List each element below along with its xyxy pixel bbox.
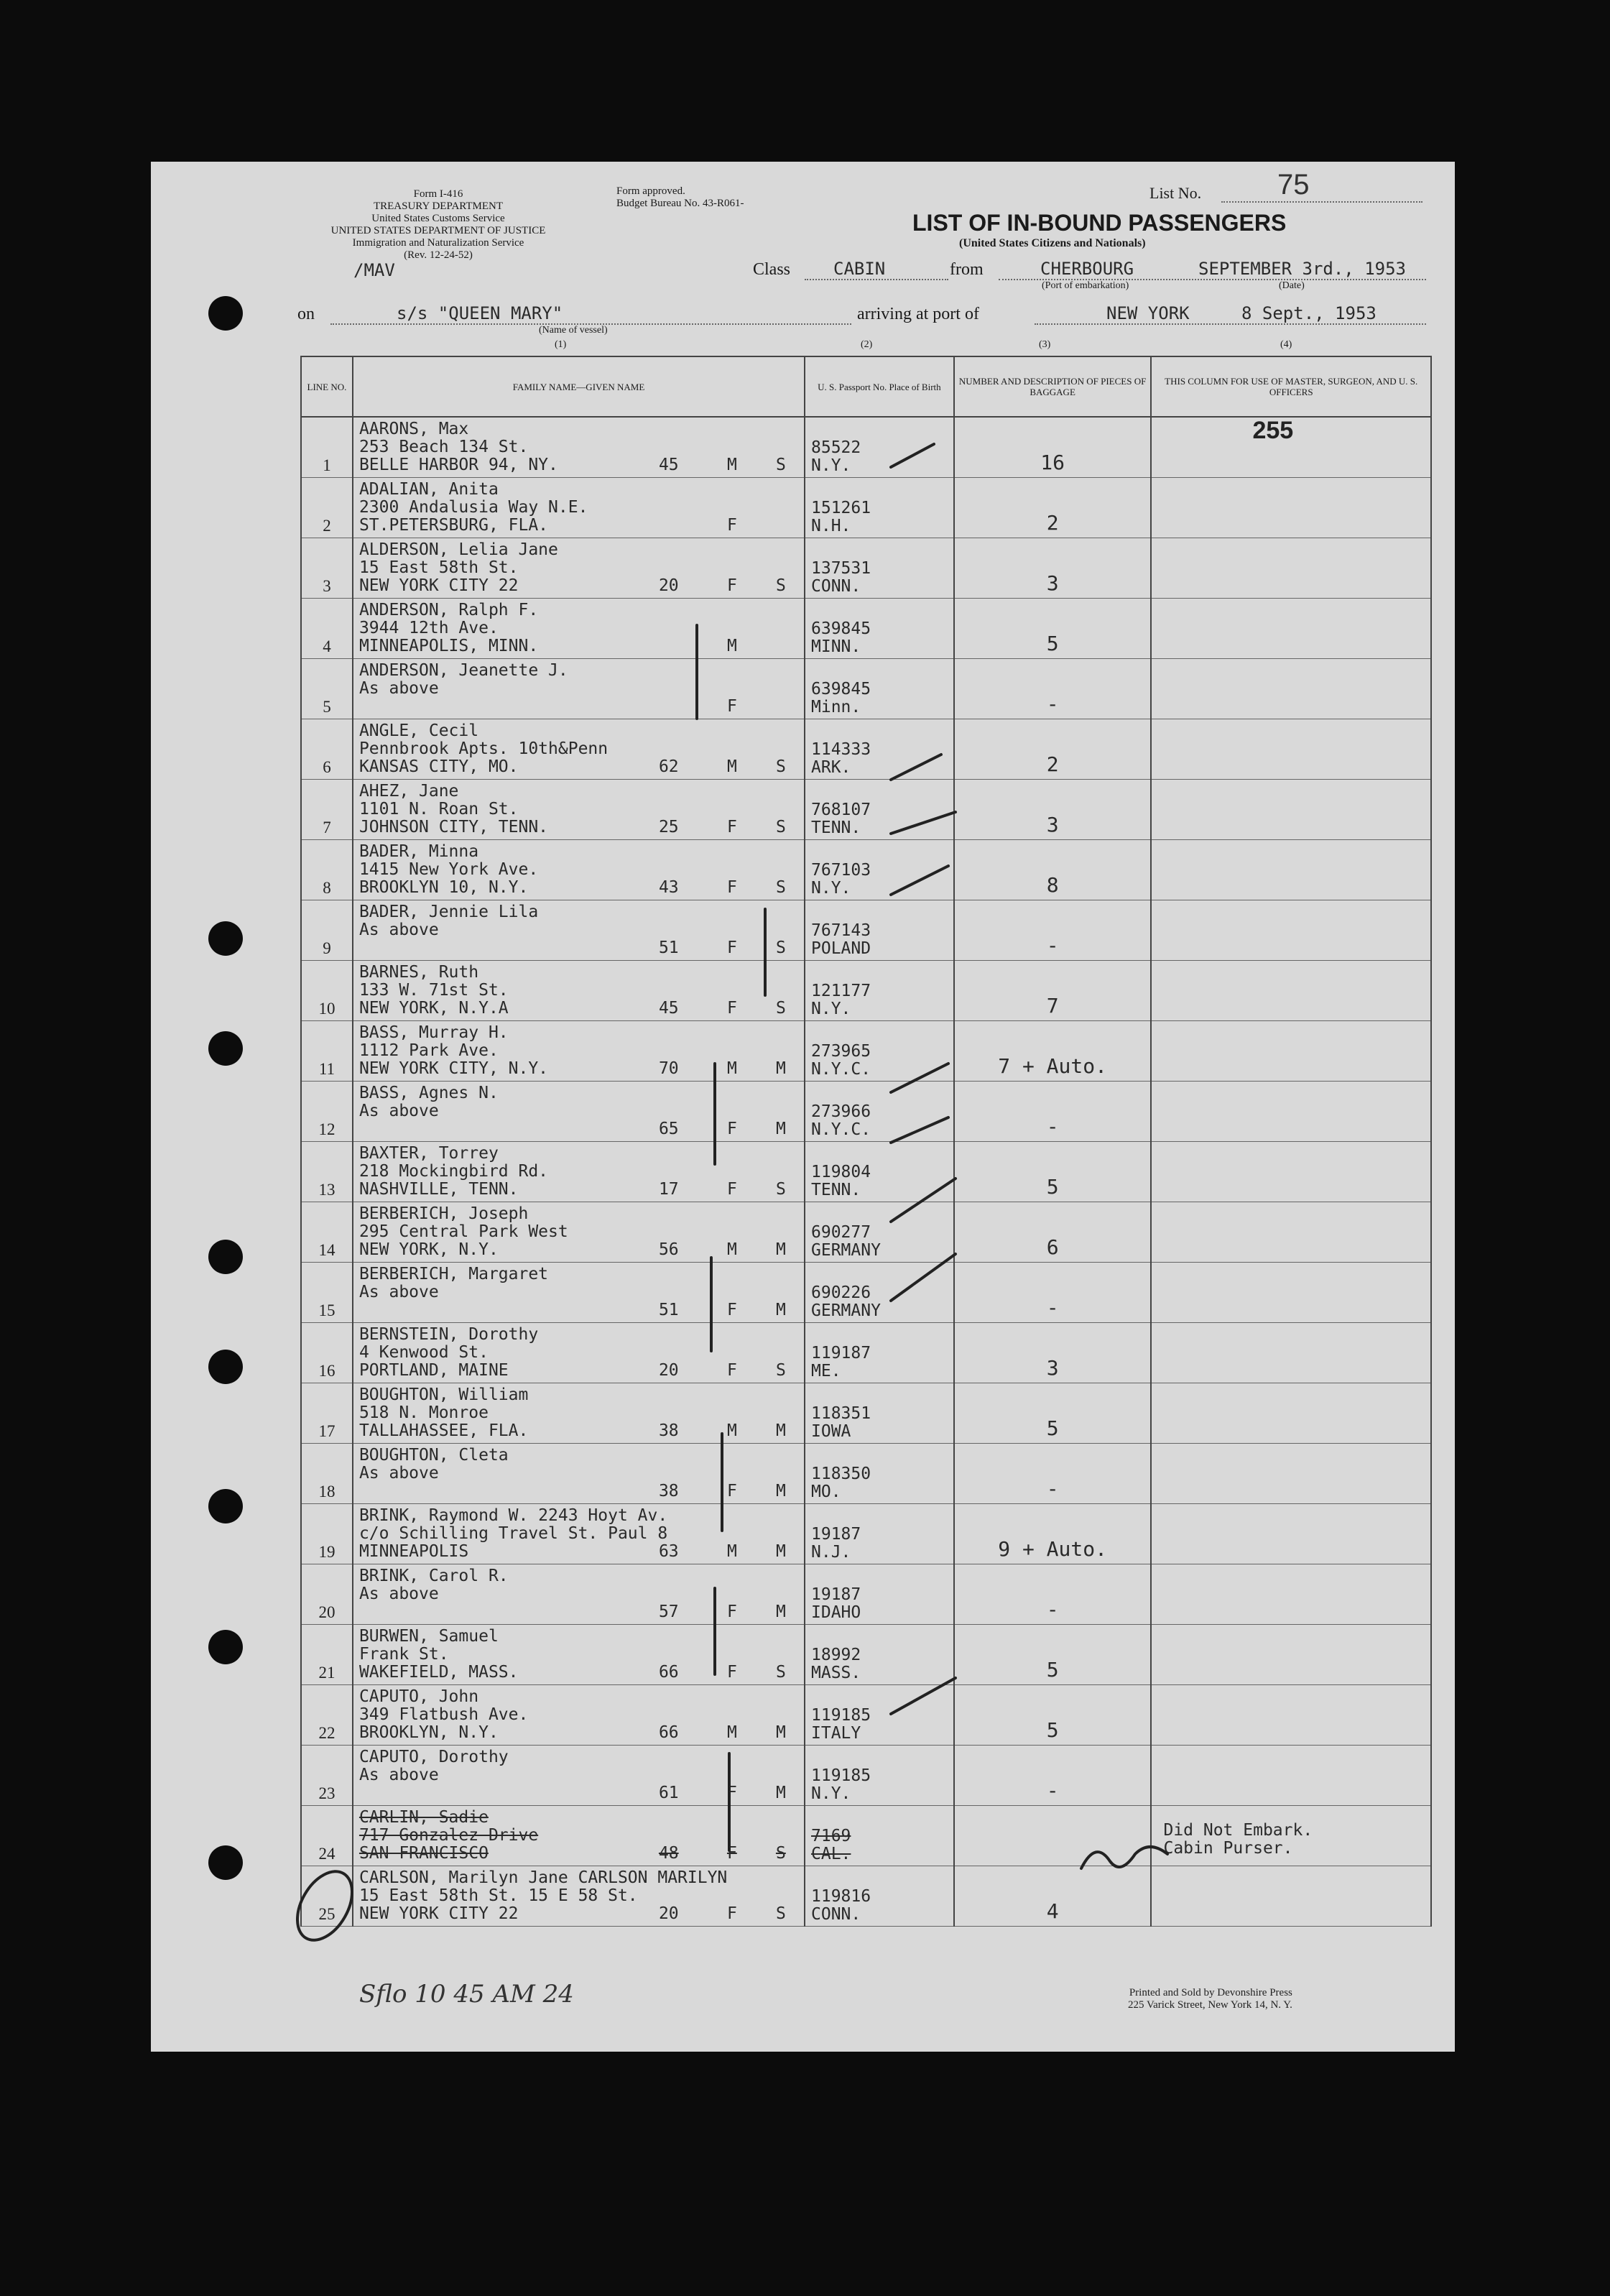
passenger-age: 61	[658, 1784, 679, 1802]
place-of-birth: ITALY	[811, 1724, 861, 1743]
baggage-count: 5	[1046, 1718, 1059, 1742]
place-of-birth: N.Y.	[811, 456, 851, 475]
place-of-birth: CONN.	[811, 1905, 861, 1924]
cabin-purser-note: Cabin Purser.	[1163, 1839, 1293, 1858]
passport-number: 114333	[811, 740, 871, 759]
place-of-birth: N.Y.	[811, 879, 851, 898]
passenger-address: As above	[358, 1283, 439, 1301]
passport-number: 767143	[811, 921, 871, 940]
check-mark	[891, 755, 941, 780]
passenger-marital-status: M	[775, 1542, 786, 1561]
place-of-birth: N.Y.	[811, 1000, 851, 1018]
line-number: 22	[318, 1724, 336, 1742]
passenger-age: 38	[658, 1421, 679, 1440]
passenger-marital-status: M	[775, 1723, 786, 1742]
passport-number: 119816	[811, 1887, 871, 1906]
baggage-count: 3	[1046, 571, 1059, 595]
place-of-birth: TENN.	[811, 1181, 861, 1199]
line-number: 19	[318, 1543, 336, 1561]
line-number: 3	[323, 577, 331, 595]
line-number: 8	[323, 879, 331, 897]
circle-mark	[286, 1862, 363, 1950]
passenger-address: 15 East 58th St. 15 E 58 St.	[358, 1886, 638, 1905]
passenger-name: ALDERSON, Lelia Jane	[358, 540, 558, 559]
passenger-sex: M	[726, 1723, 737, 1742]
baggage-count: 8	[1046, 873, 1059, 897]
col-num-1: (1)	[555, 339, 567, 350]
passenger-sex: M	[726, 1240, 737, 1259]
revision: (Rev. 12-24-52)	[404, 249, 473, 261]
line-number: 11	[318, 1060, 336, 1078]
header-passport: U. S. Passport No. Place of Birth	[805, 356, 954, 417]
from-label: from	[950, 260, 984, 279]
place-of-birth: N.Y.C.	[811, 1120, 871, 1139]
passenger-name: BRINK, Carol R.	[358, 1567, 509, 1585]
place-of-birth: N.Y.C.	[811, 1060, 871, 1079]
passenger-address: Frank St.	[358, 1645, 449, 1664]
passenger-address: 1101 N. Roan St.	[358, 800, 519, 819]
passenger-city: BROOKLYN 10, N.Y.	[358, 878, 529, 897]
passenger-age: 70	[658, 1059, 679, 1078]
passenger-sex: F	[726, 1361, 737, 1380]
passenger-marital-status: M	[775, 1784, 786, 1802]
place-of-birth: GERMANY	[811, 1301, 881, 1320]
passenger-name: BADER, Minna	[358, 842, 479, 861]
passenger-marital-status: M	[775, 1120, 786, 1138]
passenger-address: As above	[358, 1102, 439, 1120]
place-of-birth: Minn.	[811, 698, 861, 716]
baggage-count: 7 + Auto.	[998, 1054, 1107, 1078]
passenger-name: BERBERICH, Margaret	[358, 1265, 549, 1283]
passenger-city: PORTLAND, MAINE	[358, 1361, 509, 1380]
passport-number: 119804	[811, 1163, 871, 1181]
passenger-marital-status: S	[775, 878, 786, 897]
check-mark	[891, 866, 948, 895]
passenger-address: 295 Central Park West	[358, 1222, 568, 1241]
passenger-marital-status: S	[775, 576, 786, 595]
baggage-count: -	[1046, 1296, 1059, 1319]
line-number: 17	[318, 1422, 336, 1440]
vessel-value: s/s "QUEEN MARY"	[397, 303, 563, 323]
baggage-count: -	[1046, 1597, 1059, 1621]
passenger-sex: M	[726, 1542, 737, 1561]
baggage-count: 5	[1046, 1416, 1059, 1440]
baggage-count: 5	[1046, 632, 1059, 655]
passport-number: 118350	[811, 1465, 871, 1483]
passport-number: 85522	[811, 438, 861, 457]
baggage-count: -	[1046, 692, 1059, 716]
class-value: CABIN	[833, 259, 886, 279]
passenger-sex: M	[726, 456, 737, 474]
baggage-count: -	[1046, 1779, 1059, 1802]
line-number: 5	[323, 698, 331, 716]
passenger-age: 51	[658, 1301, 679, 1319]
col-num-3: (3)	[1039, 339, 1051, 350]
form-number: Form I-416	[413, 188, 463, 200]
passport-number: 690226	[811, 1283, 871, 1302]
passenger-address: As above	[358, 679, 439, 698]
header-line-no: LINE NO.	[301, 356, 353, 417]
place-of-birth: N.J.	[811, 1543, 851, 1562]
passenger-address: 253 Beach 134 St.	[358, 438, 529, 456]
passport-number: 273965	[811, 1042, 871, 1061]
passenger-sex: F	[726, 818, 737, 836]
passenger-address: 4 Kenwood St.	[358, 1343, 489, 1362]
passenger-age: 38	[658, 1482, 679, 1500]
line-number: 6	[323, 758, 331, 776]
line-number: 23	[318, 1784, 336, 1802]
passenger-marital-status: S	[775, 999, 786, 1018]
passenger-sex: M	[726, 757, 737, 776]
place-of-birth: ME.	[811, 1362, 841, 1380]
purser-initials-mark	[1081, 1847, 1167, 1868]
place-of-birth: CONN.	[811, 577, 861, 596]
place-of-birth: N.H.	[811, 517, 851, 535]
passenger-city: NEW YORK, N.Y.A	[358, 999, 509, 1018]
passenger-marital-status: M	[775, 1421, 786, 1440]
line-number: 9	[323, 939, 331, 957]
baggage-count: -	[1046, 933, 1059, 957]
arriving-label: arriving at port of	[857, 305, 979, 323]
passenger-city: BELLE HARBOR 94, NY.	[358, 456, 558, 474]
passenger-city: SAN FRANCISCO	[358, 1844, 489, 1863]
passenger-name: AARONS, Max	[358, 420, 469, 438]
passenger-city: BROOKLYN, N.Y.	[358, 1723, 499, 1742]
passenger-name: BERNSTEIN, Dorothy	[358, 1325, 539, 1344]
passenger-sex: F	[726, 1603, 737, 1621]
passenger-age: 56	[658, 1240, 679, 1259]
treasury-dept: TREASURY DEPARTMENT	[373, 200, 504, 212]
passenger-address: As above	[358, 921, 439, 939]
passenger-age: 20	[658, 1904, 679, 1923]
place-of-birth: MINN.	[811, 637, 861, 656]
baggage-count: 5	[1046, 1658, 1059, 1682]
date-caption: (Date)	[1279, 280, 1305, 291]
passenger-name: BARNES, Ruth	[358, 963, 479, 982]
passenger-name: BERBERICH, Joseph	[358, 1204, 529, 1223]
place-of-birth: IDAHO	[811, 1603, 861, 1622]
passenger-age: 66	[658, 1723, 679, 1742]
passenger-sex: F	[726, 1663, 737, 1682]
check-mark	[891, 1254, 956, 1301]
passenger-sex: F	[726, 999, 737, 1018]
on-label: on	[297, 305, 315, 323]
passport-number: 639845	[811, 619, 871, 638]
line-number: 20	[318, 1603, 336, 1621]
baggage-count: 3	[1046, 1356, 1059, 1380]
printer-credit	[1128, 1987, 1292, 2011]
justice-dept: UNITED STATES DEPARTMENT OF JUSTICE	[330, 225, 546, 236]
passenger-name: CAPUTO, Dorothy	[358, 1748, 509, 1766]
passenger-name: ANDERSON, Jeanette J.	[358, 661, 568, 680]
list-no-label: List No.	[1149, 184, 1202, 202]
passport-number: 18992	[811, 1646, 861, 1664]
passenger-marital-status: S	[775, 1180, 786, 1199]
passenger-name: CARLSON, Marilyn Jane CARLSON MARILYN	[358, 1868, 728, 1887]
passenger-age: 25	[658, 818, 679, 836]
passenger-city: NEW YORK CITY 22	[358, 576, 519, 595]
place-of-birth: GERMANY	[811, 1241, 881, 1260]
passenger-name: BAXTER, Torrey	[358, 1144, 499, 1163]
passenger-city: WAKEFIELD, MASS.	[358, 1663, 519, 1682]
passenger-name: CAPUTO, John	[358, 1687, 479, 1706]
line-number: 25	[318, 1905, 336, 1923]
printer-line-1: Printed and Sold by Devonshire Press	[1129, 1987, 1292, 1998]
check-mark	[891, 812, 956, 834]
vessel-caption: (Name of vessel)	[539, 325, 608, 336]
check-mark	[891, 1179, 956, 1222]
passenger-marital-status: M	[775, 1059, 786, 1078]
line-number: 13	[318, 1181, 336, 1199]
passenger-sex: F	[726, 1904, 737, 1923]
passenger-name: BADER, Jennie Lila	[358, 903, 539, 921]
form-approved: Form approved.	[616, 185, 685, 197]
baggage-count: 6	[1046, 1235, 1059, 1259]
passenger-age: 65	[658, 1120, 679, 1138]
line-number: 18	[318, 1483, 336, 1500]
passport-number: 767103	[811, 861, 871, 880]
passenger-name: BASS, Murray H.	[358, 1023, 509, 1042]
list-no-value: 75	[1277, 169, 1310, 200]
passenger-address: Pennbrook Apts. 10th&Penn	[358, 739, 609, 758]
customs-service: United States Customs Service	[371, 213, 505, 224]
passenger-sex: F	[726, 1482, 737, 1500]
header-name: FAMILY NAME—GIVEN NAME	[353, 356, 805, 417]
passenger-sex: F	[726, 576, 737, 595]
passenger-marital-status: S	[775, 818, 786, 836]
departure-date: SEPTEMBER 3rd., 1953	[1198, 259, 1406, 279]
col-num-2: (2)	[861, 339, 873, 350]
clerk-initials: /MAV	[353, 260, 395, 280]
passenger-city: MINNEAPOLIS, MINN.	[358, 637, 539, 655]
passenger-marital-status: S	[775, 1904, 786, 1923]
passenger-sex: F	[726, 1120, 737, 1138]
passenger-age: 43	[658, 878, 679, 897]
passenger-sex: F	[726, 1784, 737, 1802]
passenger-sex: F	[726, 1301, 737, 1319]
passenger-age: 17	[658, 1180, 679, 1199]
passenger-city: TALLAHASSEE, FLA.	[358, 1421, 529, 1440]
passenger-address: 218 Mockingbird Rd.	[358, 1162, 549, 1181]
passenger-age: 20	[658, 1361, 679, 1380]
baggage-count: 3	[1046, 813, 1059, 836]
passenger-marital-status: M	[775, 1301, 786, 1319]
port-embark-caption: (Port of embarkation)	[1042, 280, 1129, 291]
passenger-sex: F	[726, 939, 737, 957]
place-of-birth: POLAND	[811, 939, 871, 958]
passport-number: 19187	[811, 1525, 861, 1544]
arrival-port: NEW YORK	[1106, 303, 1190, 323]
passenger-sex: F	[726, 878, 737, 897]
baggage-count: -	[1046, 1477, 1059, 1500]
passenger-marital-status: S	[775, 456, 786, 474]
passenger-marital-status: S	[775, 1361, 786, 1380]
passenger-address: 518 N. Monroe	[358, 1403, 489, 1422]
passenger-name: ADALIAN, Anita	[358, 480, 499, 499]
place-of-birth: TENN.	[811, 819, 861, 837]
baggage-count: -	[1046, 1115, 1059, 1138]
passenger-name: BOUGHTON, Cleta	[358, 1446, 509, 1465]
from-value: CHERBOURG	[1040, 259, 1134, 279]
passenger-name: BASS, Agnes N.	[358, 1084, 499, 1102]
check-mark	[891, 1064, 948, 1092]
passenger-city: JOHNSON CITY, TENN.	[358, 818, 549, 836]
line-number: 7	[323, 819, 331, 836]
check-mark	[891, 444, 934, 467]
passenger-city: NEW YORK, N.Y.	[358, 1240, 499, 1259]
passenger-address: As above	[358, 1766, 439, 1784]
passenger-age: 45	[658, 999, 679, 1018]
passenger-city: NASHVILLE, TENN.	[358, 1180, 519, 1199]
check-mark	[891, 1678, 956, 1714]
line-number: 4	[323, 637, 331, 655]
passenger-city: ST.PETERSBURG, FLA.	[358, 516, 549, 535]
passenger-address: As above	[358, 1464, 439, 1483]
passenger-address: 15 East 58th St.	[358, 558, 519, 577]
place-of-birth: MO.	[811, 1483, 841, 1501]
passenger-sex: M	[726, 1059, 737, 1078]
passenger-sex: M	[726, 1421, 737, 1440]
passenger-age: 45	[658, 456, 679, 474]
passport-number: 137531	[811, 559, 871, 578]
baggage-count: 5	[1046, 1175, 1059, 1199]
passport-number: 690277	[811, 1223, 871, 1242]
baggage-count: 2	[1046, 511, 1059, 535]
passenger-marital-status: S	[775, 939, 786, 957]
passenger-city: NEW YORK CITY, N.Y.	[358, 1059, 549, 1078]
line-number: 15	[318, 1301, 336, 1319]
passport-number: 639845	[811, 680, 871, 699]
line-number: 12	[318, 1120, 336, 1138]
page-subtitle: (United States Citizens and Nationals)	[959, 237, 1146, 249]
passenger-marital-status: M	[775, 1240, 786, 1259]
passenger-sex: F	[726, 516, 737, 535]
passenger-age: 20	[658, 576, 679, 595]
passenger-sex: F	[726, 697, 737, 716]
passenger-marital-status: S	[775, 757, 786, 776]
passenger-address: 349 Flatbush Ave.	[358, 1705, 529, 1724]
place-of-birth: CAL.	[811, 1845, 851, 1863]
passenger-age: 48	[658, 1844, 679, 1863]
officer-note: 255	[1252, 417, 1294, 444]
place-of-birth: N.Y.	[811, 1784, 851, 1803]
passenger-address: 3944 12th Ave.	[358, 619, 499, 637]
baggage-count: 7	[1046, 994, 1059, 1018]
ins-service: Immigration and Naturalization Service	[352, 237, 524, 249]
passenger-address: As above	[358, 1585, 439, 1603]
page-title: LIST OF IN-BOUND PASSENGERS	[912, 210, 1287, 236]
line-number: 1	[323, 456, 331, 474]
line-number: 21	[318, 1664, 336, 1682]
passenger-sex: M	[726, 637, 737, 655]
passenger-name: CARLIN, Sadie	[358, 1808, 489, 1827]
arrival-date: 8 Sept., 1953	[1241, 303, 1377, 323]
passenger-address: 1415 New York Ave.	[358, 860, 539, 879]
passenger-name: BOUGHTON, William	[358, 1386, 529, 1404]
passport-number: 19187	[811, 1585, 861, 1604]
baggage-count: 4	[1046, 1899, 1059, 1923]
passport-number: 119185	[811, 1766, 871, 1785]
passenger-city: NEW YORK CITY 22	[358, 1904, 519, 1923]
passport-number: 119185	[811, 1706, 871, 1725]
passenger-name: BRINK, Raymond W. 2243 Hoyt Av.	[358, 1506, 668, 1525]
passenger-city: MINNEAPOLIS	[358, 1542, 469, 1561]
passenger-sex: F	[726, 1844, 737, 1863]
place-of-birth: IOWA	[811, 1422, 851, 1441]
class-label: Class	[753, 260, 791, 279]
passenger-marital-status: M	[775, 1482, 786, 1500]
passenger-name: AHEZ, Jane	[358, 782, 459, 801]
passenger-age: 62	[658, 757, 679, 776]
passenger-age: 63	[658, 1542, 679, 1561]
line-number: 10	[318, 1000, 336, 1018]
passport-number: 118351	[811, 1404, 871, 1423]
passenger-name: ANDERSON, Ralph F.	[358, 601, 539, 619]
passenger-marital-status: S	[775, 1844, 786, 1863]
passenger-age: 57	[658, 1603, 679, 1621]
budget-bureau: Budget Bureau No. 43-R061-	[616, 198, 744, 209]
col-num-4: (4)	[1280, 339, 1292, 350]
line-number: 2	[323, 517, 331, 535]
passenger-marital-status: M	[775, 1603, 786, 1621]
passenger-marital-status: S	[775, 1663, 786, 1682]
passport-number: 7169	[811, 1827, 851, 1845]
check-mark	[891, 1117, 948, 1143]
passenger-age: 51	[658, 939, 679, 957]
passport-number: 119187	[811, 1344, 871, 1363]
passenger-city: KANSAS CITY, MO.	[358, 757, 519, 776]
passenger-address: c/o Schilling Travel St. Paul 8	[358, 1524, 668, 1543]
did-not-embark-note: Did Not Embark.	[1163, 1821, 1313, 1840]
passenger-name: ANGLE, Cecil	[358, 721, 479, 740]
line-number: 16	[318, 1362, 336, 1380]
line-number: 14	[318, 1241, 336, 1259]
passport-number: 768107	[811, 801, 871, 819]
passenger-age: 66	[658, 1663, 679, 1682]
passport-number: 151261	[811, 499, 871, 517]
baggage-count: 9 + Auto.	[998, 1537, 1107, 1561]
baggage-count: 2	[1046, 752, 1059, 776]
passenger-name: BURWEN, Samuel	[358, 1627, 499, 1646]
passenger-address: 717 Gonzalez Drive	[358, 1826, 539, 1845]
passenger-address: 2300 Andalusia Way N.E.	[358, 498, 588, 517]
passenger-address: 1112 Park Ave.	[358, 1041, 499, 1060]
printer-line-2: 225 Varick Street, New York 14, N. Y.	[1128, 1999, 1292, 2011]
passenger-address: 133 W. 71st St.	[358, 981, 509, 1000]
baggage-count: 16	[1040, 451, 1065, 474]
passenger-sex: F	[726, 1180, 737, 1199]
passport-number: 121177	[811, 982, 871, 1000]
place-of-birth: MASS.	[811, 1664, 861, 1682]
handwritten-footer-note: Sflo 10 45 AM 24	[359, 1980, 574, 2009]
line-number: 24	[318, 1845, 336, 1863]
passport-number: 273966	[811, 1102, 871, 1121]
header-baggage: NUMBER AND DESCRIPTION OF PIECES OF BAGGAGE	[954, 356, 1152, 417]
place-of-birth: ARK.	[811, 758, 851, 777]
header-officers: THIS COLUMN FOR USE OF MASTER, SURGEON, AND U. S. OFFICERS	[1151, 356, 1431, 417]
